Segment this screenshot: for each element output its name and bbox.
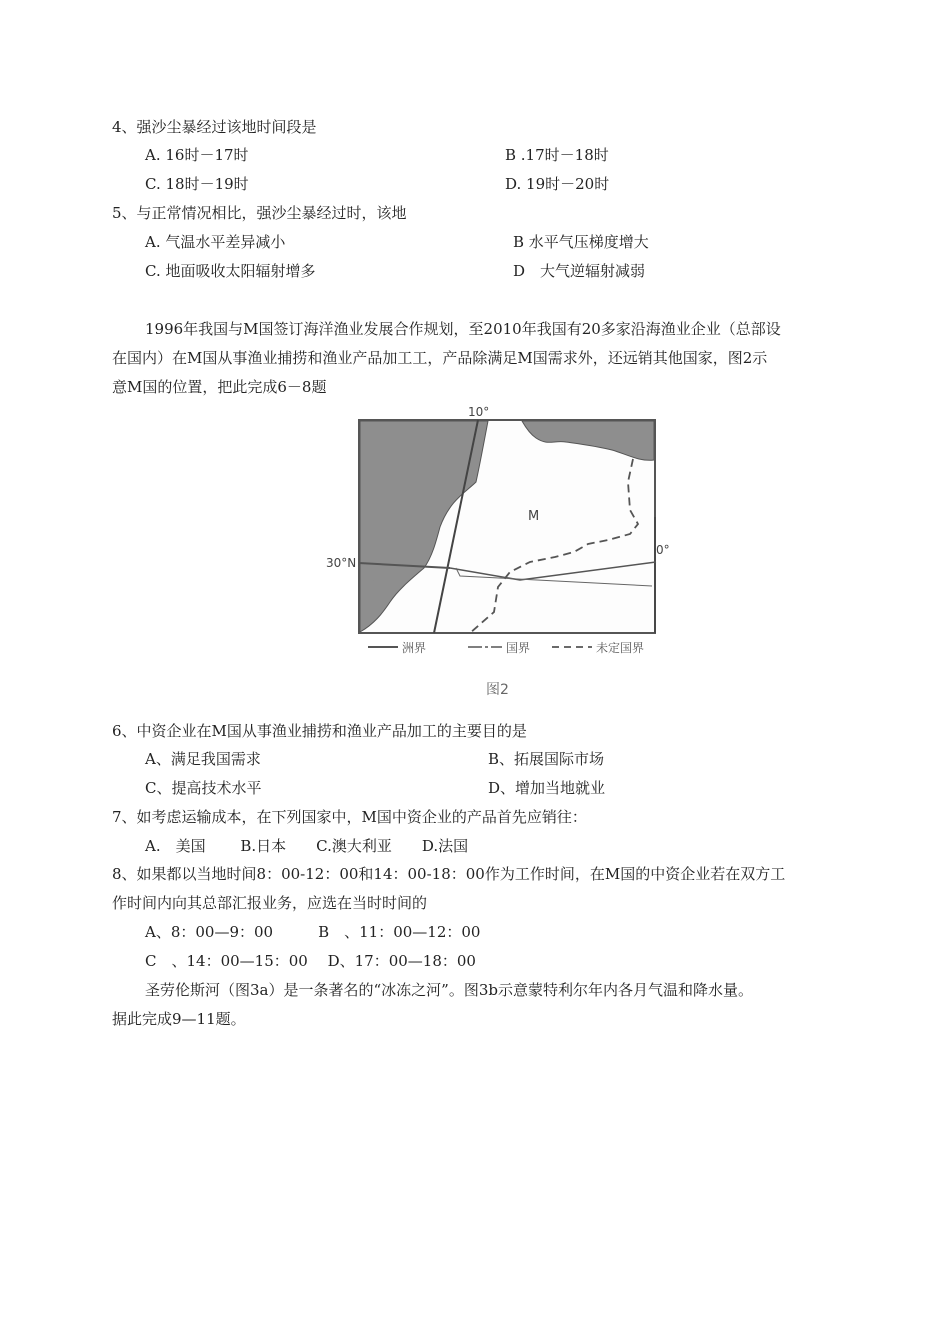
q6-option-b: B、拓展国际市场 — [488, 750, 605, 768]
q5-option-d: D 大气逆辐射减弱 — [513, 262, 646, 280]
legend-border: 国界 — [506, 641, 531, 655]
q8-options-ab: A、8：00—9：00 B 、11：00—12：00 — [145, 923, 481, 941]
q5-stem: 5、与正常情况相比，强沙尘暴经过时，该地 — [112, 204, 407, 222]
q4-option-a: A. 16时－17时 — [145, 146, 249, 164]
legend-undefined: 未定国界 — [596, 641, 645, 655]
q4-option-b: B .17时－18时 — [505, 146, 609, 164]
legend-continent: 洲界 — [402, 641, 427, 655]
q6-option-c: C、提高技术水平 — [145, 779, 262, 797]
label-10deg: 10° — [468, 405, 490, 419]
q8-stem-line1: 8、如果都以当地时间8：00-12：00和14：00-18：00作为工作时间，在M国的中资企业若在双方工 — [112, 865, 786, 883]
map-caption: 图2 — [486, 682, 509, 698]
label-30n: 30°N — [326, 556, 357, 570]
q4-option-d: D. 19时－20时 — [505, 175, 610, 193]
island — [363, 572, 375, 582]
q4-stem: 4、强沙尘暴经过该地时间段是 — [112, 118, 317, 136]
q5-option-a: A. 气温水平差异减小 — [145, 233, 286, 251]
q6-stem: 6、中资企业在M国从事渔业捕捞和渔业产品加工的主要目的是 — [112, 722, 527, 740]
q8-options-cd: C 、14：00—15：00 D、17：00—18：00 — [145, 952, 476, 970]
map-figure — [290, 402, 680, 712]
q6-option-a: A、满足我国需求 — [145, 750, 261, 768]
q7-stem: 7、如考虑运输成本，在下列国家中，M国中资企业的产品首先应销往： — [112, 808, 587, 826]
label-m: M — [528, 509, 540, 524]
intro2-line3: 意M国的位置，把此完成6－8题 — [112, 378, 327, 396]
intro2-line2: 在国内）在M国从事渔业捕捞和渔业产品加工工，产品除满足M国需求外，还远销其他国家，图2示 — [112, 349, 768, 367]
label-0deg: 0° — [656, 543, 670, 557]
intro3-line2: 据此完成9—11题。 — [112, 1010, 246, 1028]
intro3-line1: 圣劳伦斯河（图3a）是一条著名的“冰冻之河”。图3b示意蒙特利尔年内各月气温和降水量。 — [145, 981, 753, 999]
q7-options: A. 美国 B.日本 C.澳大利亚 D.法国 — [145, 837, 469, 855]
q8-stem-line2: 作时间内向其总部汇报业务，应选在当时时间的 — [112, 894, 428, 912]
q5-option-c: C. 地面吸收太阳辐射增多 — [145, 262, 316, 280]
q5-option-b: B 水平气压梯度增大 — [513, 233, 649, 251]
q4-option-c: C. 18时－19时 — [145, 175, 249, 193]
q6-option-d: D、增加当地就业 — [488, 779, 606, 797]
intro2-line1: 1996年我国与M国签订海洋渔业发展合作规划，至2010年我国有20多家沿海渔业企业（总部设 — [145, 320, 781, 338]
